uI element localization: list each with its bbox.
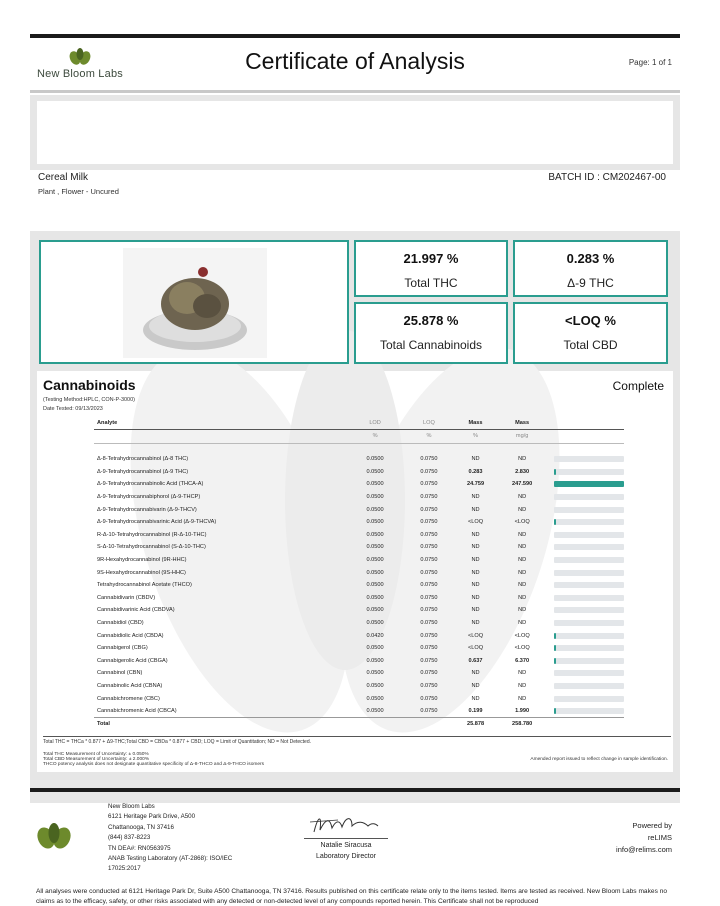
loq-value: 0.0750 — [420, 632, 438, 639]
loq-value: 0.0750 — [420, 620, 438, 627]
batch-id: BATCH ID : CM202467-00 — [548, 172, 666, 183]
mass-percent: ND — [471, 695, 480, 702]
table-row — [94, 453, 624, 466]
concentration-bar-fill — [554, 633, 556, 639]
sample-photo — [123, 248, 267, 358]
analyte-name: Δ-8-Tetrahydrocannabinol (Δ-8 THC) — [97, 456, 189, 463]
lod-value: 0.0500 — [366, 481, 384, 488]
concentration-bar-cell — [549, 667, 624, 680]
mass-percent: ND — [471, 607, 480, 614]
kpi-value: 21.997 % — [403, 251, 459, 266]
lod-value: 0.0500 — [366, 620, 384, 627]
mass-percent: 0.283 — [468, 468, 483, 475]
lod-value: 0.0500 — [366, 544, 384, 551]
analyte-name: Δ-9-Tetrahydrocannabivarinic Acid (Δ-9-THCVA) — [97, 519, 217, 526]
mass-mg-g: ND — [518, 557, 527, 564]
mass-percent: ND — [471, 670, 480, 677]
table-row — [94, 692, 624, 705]
table-row — [94, 592, 624, 605]
mass-mg-g: ND — [518, 695, 527, 702]
concentration-bar-fill — [554, 645, 556, 651]
loq-value: 0.0750 — [420, 569, 438, 576]
mass-percent: ND — [471, 544, 480, 551]
mass-mg-g: <LOQ — [514, 519, 530, 526]
sample-name: Cereal Milk — [38, 172, 89, 183]
concentration-bar-cell — [549, 478, 624, 491]
concentration-bar-cell — [549, 466, 624, 479]
column-header: Analyte — [94, 418, 348, 429]
analyte-name: S-Δ-10-Tetrahydrocannabinol (S-Δ-10-THC) — [97, 544, 206, 551]
mass-percent: 24.759 — [466, 481, 485, 488]
analyte-name: 9R-Hexahydrocannabinol (9R-HHC) — [97, 557, 187, 564]
lod-value: 0.0500 — [366, 494, 384, 501]
units-row — [94, 429, 624, 443]
kpi-label: Δ-9 THC — [567, 276, 614, 290]
analyte-name: Cannabinol (CBN) — [97, 670, 143, 677]
lod-value: 0.0500 — [366, 456, 384, 463]
lab-address — [108, 802, 232, 875]
lod-value: 0.0500 — [366, 582, 384, 589]
page-number: Page: 1 of 1 — [628, 58, 672, 67]
lod-value: 0.0500 — [366, 506, 384, 513]
concentration-bar-cell — [549, 617, 624, 630]
spacer-row — [94, 443, 624, 453]
analyte-name: Tetrahydrocannabinol Acetate (THCO) — [97, 582, 192, 589]
analyte-name: Δ-9-Tetrahydrocannabinol (Δ-9 THC) — [97, 468, 189, 475]
column-header: Mass — [495, 418, 549, 429]
footer-rule — [30, 788, 680, 792]
analyte-name: Cannabichromene (CBC) — [97, 695, 160, 702]
concentration-bar-cell — [549, 629, 624, 642]
concentration-bar-cell — [549, 541, 624, 554]
analyte-name: Cannabinolic Acid (CBNA) — [97, 682, 163, 689]
kpi-value: 25.878 % — [403, 313, 459, 328]
lod-value — [348, 717, 402, 730]
loq-value: 0.0750 — [420, 594, 438, 601]
mass-mg-g: <LOQ — [514, 632, 530, 639]
concentration-bar — [554, 481, 624, 487]
mass-percent: <LOQ — [467, 645, 484, 652]
analyte-name: Cannabichromenic Acid (CBCA) — [97, 707, 177, 714]
analyte-name: Cannabidivarinic Acid (CBDVA) — [97, 607, 175, 614]
loq-value: 0.0750 — [420, 544, 438, 551]
concentration-bar-cell — [549, 655, 624, 668]
concentration-bar-cell — [549, 566, 624, 579]
concentration-bar — [554, 519, 624, 525]
concentration-bar-cell — [549, 592, 624, 605]
concentration-bar — [554, 544, 624, 550]
concentration-bar — [554, 570, 624, 576]
concentration-bar — [554, 532, 624, 538]
mass-mg-g: <LOQ — [514, 645, 530, 652]
kpi-value: <LOQ % — [565, 313, 616, 328]
analyte-name: Δ-9-Tetrahydrocannabinolic Acid (THCA-A) — [97, 481, 204, 488]
concentration-bar-cell — [549, 554, 624, 567]
kpi-label: Total THC — [404, 276, 458, 290]
mass-mg-g: ND — [518, 670, 527, 677]
loq-value: 0.0750 — [420, 657, 438, 664]
lab-line: 17025:2017 — [108, 865, 141, 873]
mass-mg-g: ND — [518, 456, 527, 463]
concentration-bar-cell — [549, 503, 624, 516]
concentration-bar-cell — [549, 516, 624, 529]
lod-value: 0.0500 — [366, 645, 384, 652]
mass-mg-g: ND — [518, 682, 527, 689]
analyte-name: Δ-9-Tetrahydrocannabiphorol (Δ-9-THCP) — [97, 494, 201, 501]
mass-mg-g: 1.990 — [515, 707, 530, 714]
mass-mg-g: ND — [518, 494, 527, 501]
signer-name: Natalie Siracusa — [320, 842, 372, 849]
lab-line: New Bloom Labs — [108, 803, 155, 810]
mass-percent: <LOQ — [467, 519, 484, 526]
column-header: LOD — [348, 418, 402, 429]
concentration-bar-cell — [549, 642, 624, 655]
lab-line: (844) 837-8223 — [108, 834, 151, 842]
concentration-bar-fill — [554, 481, 624, 487]
mass-mg-g: ND — [518, 506, 527, 513]
concentration-bar-cell — [549, 579, 624, 592]
concentration-bar — [554, 582, 624, 588]
lab-logo — [32, 46, 128, 80]
lab-line: 6121 Heritage Park Drive, A500 — [108, 813, 196, 821]
column-header: LOQ — [402, 418, 456, 429]
total-percent: 25.878 — [456, 717, 495, 730]
table-row — [94, 629, 624, 642]
total-row — [94, 717, 624, 730]
brand-name: New Bloom Labs — [37, 68, 123, 80]
concentration-bar-cell — [549, 604, 624, 617]
mass-mg-g: ND — [518, 582, 527, 589]
lod-value: 0.0500 — [366, 670, 384, 677]
table-row — [94, 529, 624, 542]
unit-cell: % — [348, 429, 402, 443]
loq-value: 0.0750 — [420, 582, 438, 589]
concentration-bar — [554, 670, 624, 676]
unit-cell — [549, 429, 624, 443]
kpi-total-cbd — [513, 302, 668, 364]
table-row — [94, 655, 624, 668]
mass-mg-g: 6.370 — [515, 657, 530, 664]
signature-image — [308, 812, 382, 838]
table-row — [94, 617, 624, 630]
concentration-bar-fill — [554, 658, 556, 664]
concentration-bar-cell — [549, 491, 624, 504]
signature-line — [304, 838, 388, 839]
section-title: Cannabinoids — [43, 377, 136, 393]
loq-value: 0.0750 — [420, 494, 438, 501]
unit-cell — [94, 429, 348, 443]
table-row — [94, 478, 624, 491]
table-row — [94, 667, 624, 680]
concentration-bar — [554, 456, 624, 462]
lod-value: 0.0420 — [366, 632, 384, 639]
analyte-name: Cannabigerolic Acid (CBGA) — [97, 657, 168, 664]
lab-line: TN DEA#: RN0563975 — [108, 844, 171, 852]
powered-by — [616, 820, 672, 856]
analyte-name: R-Δ-10-Tetrahydrocannabinol (R-Δ-10-THC) — [97, 531, 207, 538]
leaf-logo-icon — [67, 46, 93, 66]
table-row — [94, 642, 624, 655]
unit-cell: % — [456, 429, 495, 443]
concentration-bar — [554, 683, 624, 689]
lab-line: ANAB Testing Laboratory (AT-2868): ISO/IEC — [108, 855, 233, 863]
loq-value: 0.0750 — [420, 519, 438, 526]
concentration-bar — [554, 507, 624, 513]
mass-percent: ND — [471, 569, 480, 576]
total-label: Total — [94, 717, 348, 730]
kpi-d9-thc — [513, 240, 668, 297]
mass-mg-g: ND — [518, 607, 527, 614]
mass-mg-g: 247.590 — [512, 481, 533, 488]
concentration-bar — [554, 557, 624, 563]
contact-email: info@relims.com — [616, 845, 672, 854]
kpi-value: 0.283 % — [566, 251, 615, 266]
uncertainty-cbd: Total CBD Measurement of Uncertainty: ± 2.000% — [43, 757, 150, 762]
lab-line: Chattanooga, TN 37416 — [108, 823, 174, 831]
kpi-total-thc — [354, 240, 508, 297]
mass-percent: 0.637 — [468, 657, 483, 664]
table-row — [94, 466, 624, 479]
concentration-bar-cell — [549, 692, 624, 705]
sample-type: Plant , Flower - Uncured — [38, 187, 119, 196]
concentration-bar-cell — [549, 453, 624, 466]
concentration-bar — [554, 658, 624, 664]
signer-block — [290, 840, 402, 862]
powered-by-name: reLIMS — [647, 833, 672, 842]
mass-percent: ND — [471, 582, 480, 589]
header-rule — [30, 34, 680, 38]
loq-value: 0.0750 — [420, 695, 438, 702]
table-row — [94, 541, 624, 554]
formula-note: Total THC = THCa * 0.877 + Δ9-THC;Total CBD = CBDa * 0.877 + CBD; LOQ = Limit of Quantitation; ND = Not Detected. — [43, 736, 671, 745]
analyte-name: Cannabidiolic Acid (CBDA) — [97, 632, 164, 639]
loq-value: 0.0750 — [420, 645, 438, 652]
mass-percent: ND — [471, 594, 480, 601]
analyte-name: Cannabidiol (CBD) — [97, 620, 144, 627]
lod-value: 0.0500 — [366, 707, 384, 714]
mass-mg-g: ND — [518, 544, 527, 551]
bar-cell — [549, 717, 624, 730]
lod-value: 0.0500 — [366, 468, 384, 475]
lod-value: 0.0500 — [366, 682, 384, 689]
loq-value: 0.0750 — [420, 607, 438, 614]
status-badge: Complete — [612, 379, 664, 393]
leaf-logo-icon — [34, 820, 74, 852]
loq-value: 0.0750 — [420, 670, 438, 677]
lod-value: 0.0500 — [366, 695, 384, 702]
disclaimer: All analyses were conducted at 6121 Heritage Park Dr, Suite A500 Chattanooga, TN 37416. Results published on this certificate relate only to the items tested. Items are tested as received. New Bloom Labs makes no claims as to the efficacy, safety, or other risks associated with any detected or non-detected level of any compounds reported herein. This Certificate shall not be reproduced — [36, 888, 668, 905]
loq-value: 0.0750 — [420, 682, 438, 689]
mass-percent: ND — [471, 506, 480, 513]
mass-percent: <LOQ — [467, 632, 484, 639]
lod-value: 0.0500 — [366, 557, 384, 564]
table-row — [94, 503, 624, 516]
mass-percent: ND — [471, 557, 480, 564]
lod-value: 0.0500 — [366, 607, 384, 614]
bar-column-header — [549, 418, 624, 429]
mass-percent: ND — [471, 456, 480, 463]
info-panel-inner — [37, 101, 673, 164]
results-table — [94, 418, 624, 730]
table-row — [94, 579, 624, 592]
mass-percent: ND — [471, 531, 480, 538]
concentration-bar-fill — [554, 519, 556, 525]
concentration-bar-fill — [554, 708, 556, 714]
header-divider — [30, 90, 680, 93]
analyte-name: Δ-9-Tetrahydrocannabivarin (Δ-9-THCV) — [97, 506, 197, 513]
concentration-bar — [554, 494, 624, 500]
lod-value: 0.0500 — [366, 569, 384, 576]
kpi-total-cannabinoids — [354, 302, 508, 364]
lod-value: 0.0500 — [366, 531, 384, 538]
loq-value: 0.0750 — [420, 481, 438, 488]
mass-mg-g: ND — [518, 569, 527, 576]
analyte-name: Cannabigerol (CBG) — [97, 645, 148, 652]
concentration-bar — [554, 633, 624, 639]
table-row — [94, 604, 624, 617]
mass-mg-g: ND — [518, 594, 527, 601]
loq-value — [402, 717, 456, 730]
loq-value: 0.0750 — [420, 456, 438, 463]
powered-by-label: Powered by — [632, 821, 672, 830]
concentration-bar — [554, 607, 624, 613]
lod-value: 0.0500 — [366, 519, 384, 526]
concentration-bar-cell — [549, 705, 624, 718]
table-header-row — [94, 418, 624, 429]
concentration-bar — [554, 696, 624, 702]
mass-percent: ND — [471, 494, 480, 501]
loq-value: 0.0750 — [420, 468, 438, 475]
table-row — [94, 705, 624, 718]
mass-percent: ND — [471, 620, 480, 627]
amended-note: Amended report issued to reflect change in sample identification. — [530, 757, 668, 762]
concentration-bar-cell — [549, 680, 624, 693]
analyte-name: 9S-Hexahydrocannabinol (9S-HHC) — [97, 569, 186, 576]
signer-title: Laboratory Director — [316, 853, 376, 860]
date-tested: Date Tested: 09/13/2023 — [43, 406, 103, 412]
total-mg-g: 258.780 — [495, 717, 549, 730]
uncertainty-thc: Total THC Measurement of Uncertainty: ± 0.050% — [43, 752, 149, 757]
analyte-name: Cannabidivarin (CBDV) — [97, 594, 156, 601]
document-title: Certificate of Analysis — [245, 48, 465, 74]
table-row — [94, 491, 624, 504]
table-row — [94, 680, 624, 693]
concentration-bar — [554, 620, 624, 626]
testing-method: (Testing Method:HPLC, CON-P-3000) — [43, 397, 136, 403]
table-row — [94, 554, 624, 567]
unit-cell: mg/g — [495, 429, 549, 443]
lod-value: 0.0500 — [366, 594, 384, 601]
concentration-bar — [554, 469, 624, 475]
kpi-label: Total Cannabinoids — [379, 338, 483, 352]
concentration-bar-fill — [554, 469, 556, 475]
table-row — [94, 516, 624, 529]
mass-percent: ND — [471, 682, 480, 689]
loq-value: 0.0750 — [420, 557, 438, 564]
concentration-bar-cell — [549, 529, 624, 542]
concentration-bar — [554, 595, 624, 601]
mass-mg-g: 2.830 — [515, 468, 530, 475]
kpi-label: Total CBD — [563, 338, 618, 352]
loq-value: 0.0750 — [420, 531, 438, 538]
loq-value: 0.0750 — [420, 707, 438, 714]
mass-percent: 0.199 — [468, 707, 483, 714]
concentration-bar — [554, 645, 624, 651]
unit-cell: % — [402, 429, 456, 443]
mass-mg-g: ND — [518, 620, 527, 627]
column-header: Mass — [456, 418, 495, 429]
thco-note: THCO potency analysis does not designate quantitative specificity of Δ-8-THCO and Δ-9-THCO isomers — [43, 762, 265, 767]
table-row — [94, 566, 624, 579]
concentration-bar — [554, 708, 624, 714]
mass-mg-g: ND — [518, 531, 527, 538]
sample-photo-box — [39, 240, 349, 364]
loq-value: 0.0750 — [420, 506, 438, 513]
lod-value: 0.0500 — [366, 657, 384, 664]
